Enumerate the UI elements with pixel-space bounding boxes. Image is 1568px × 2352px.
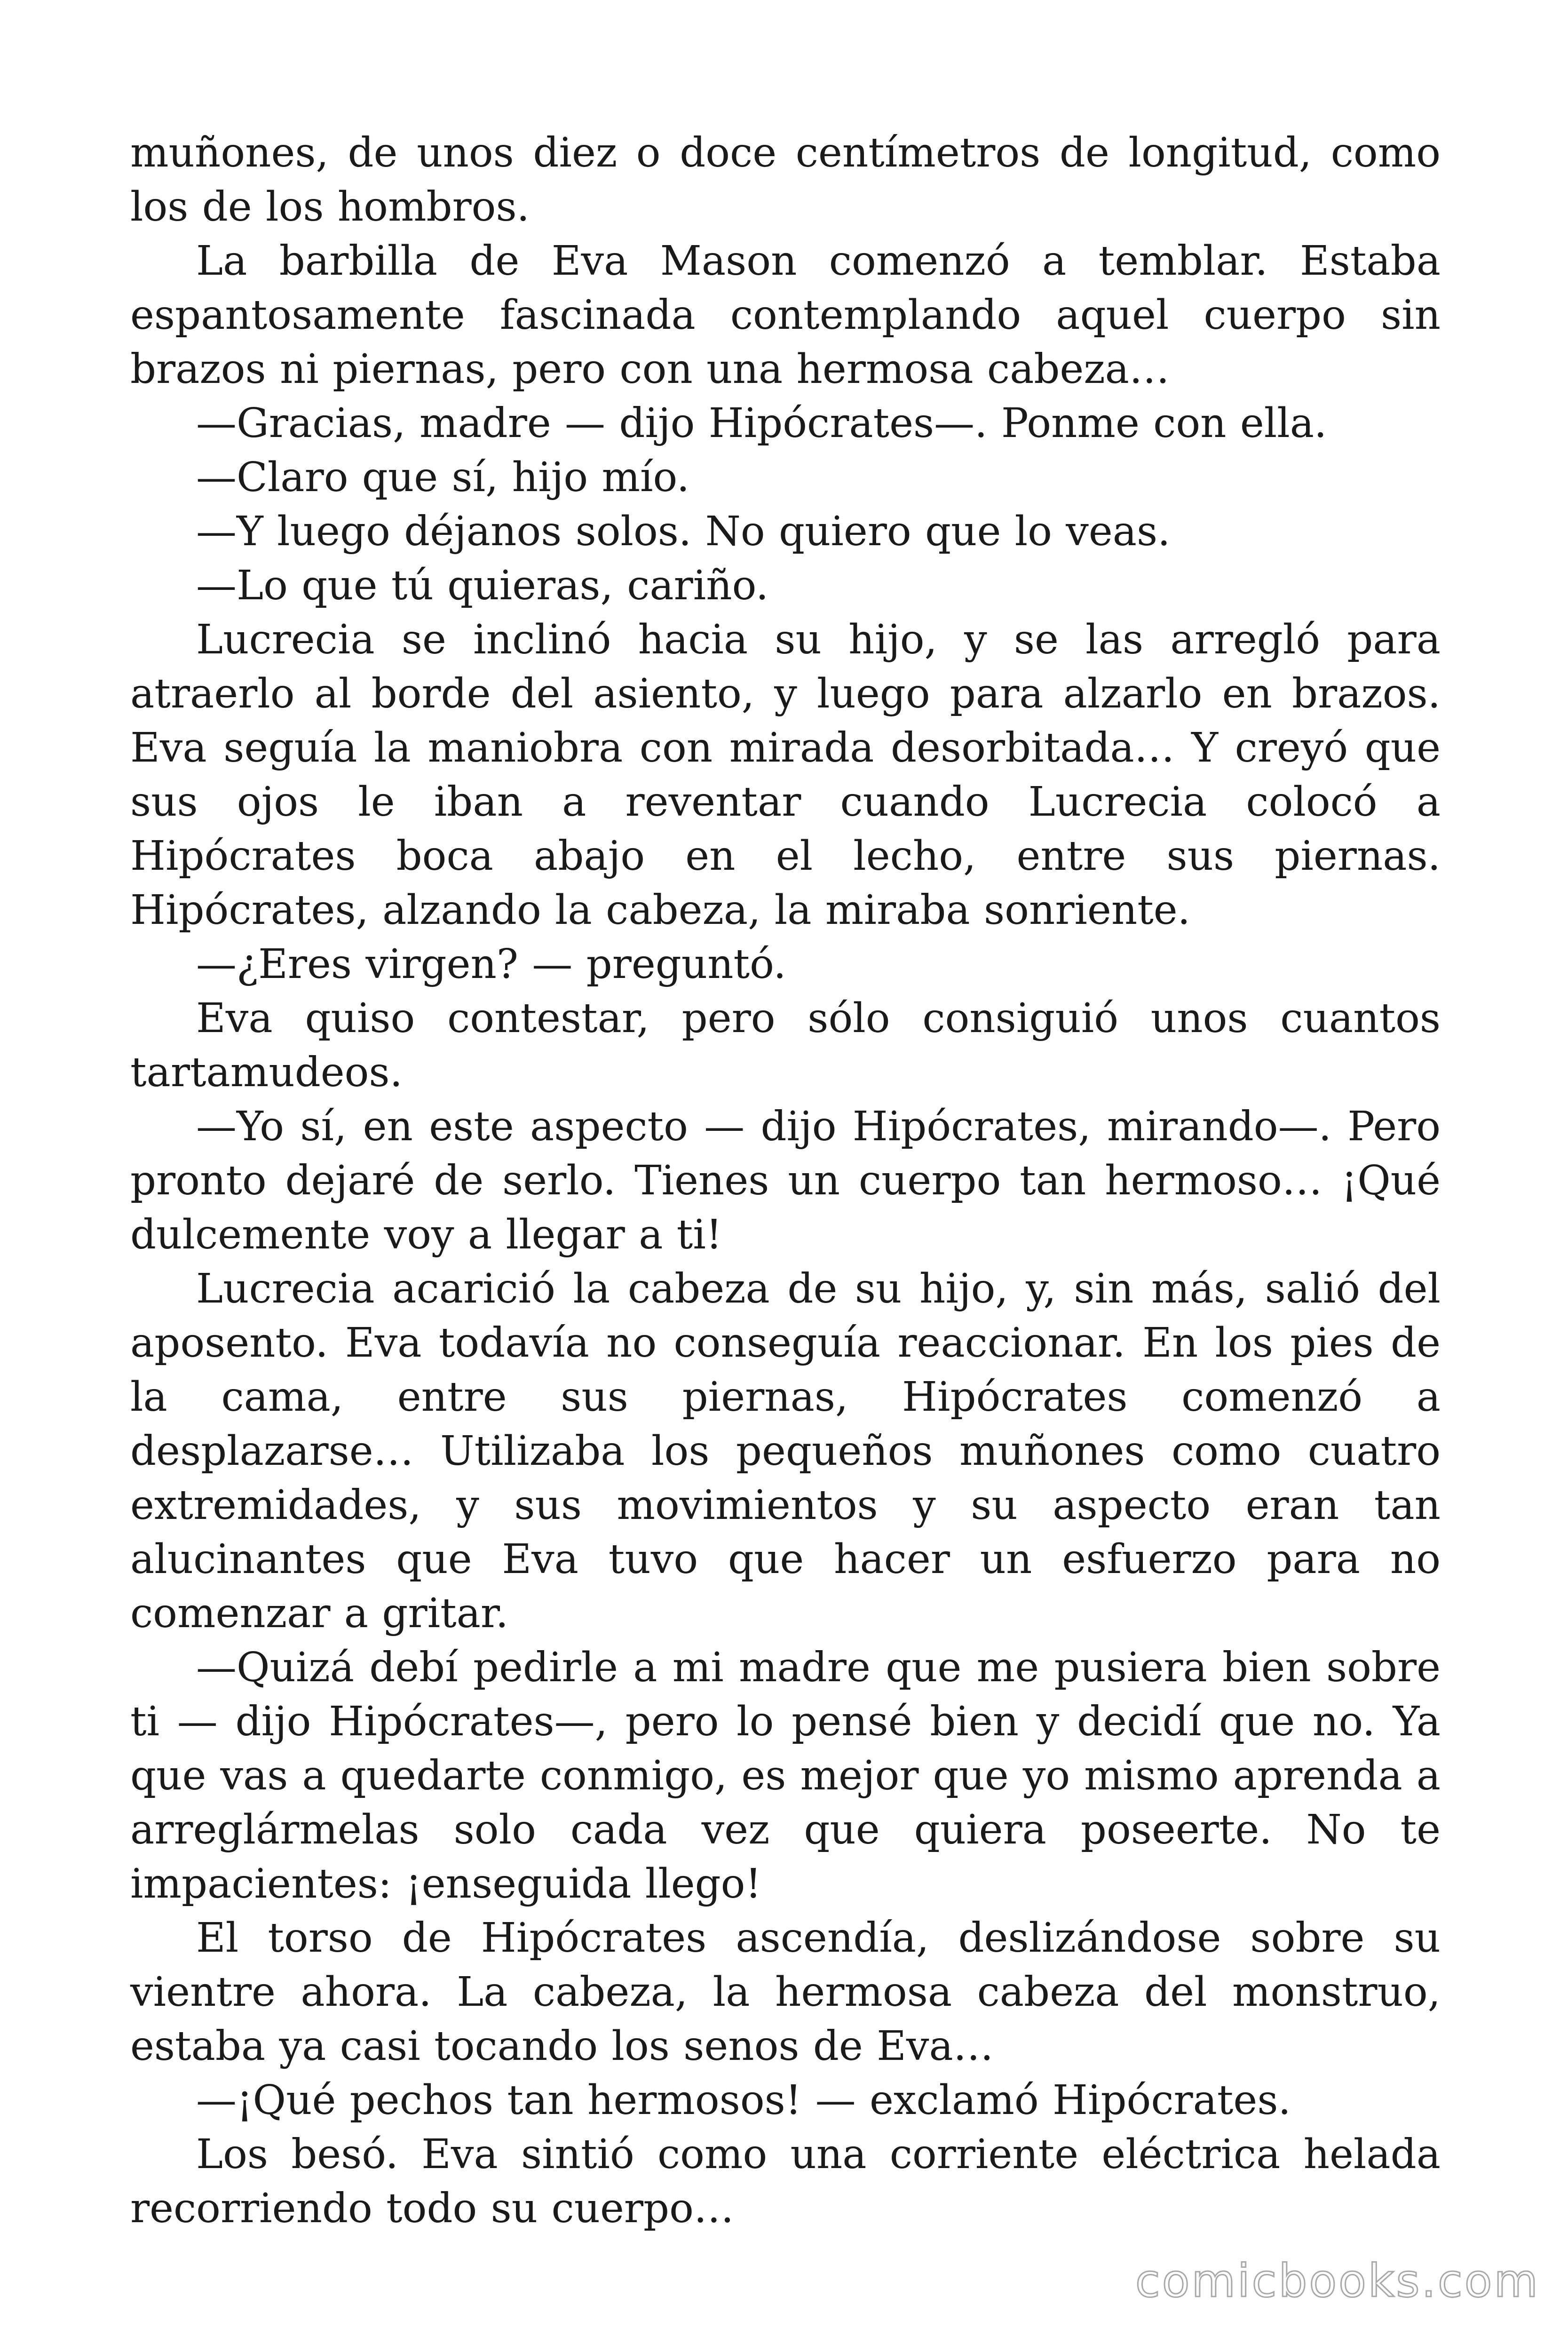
paragraph: —¿Eres virgen? — preguntó.: [196, 941, 786, 988]
paragraph: —Lo que tú quieras, cariño.: [196, 562, 769, 609]
paragraph: La barbilla de Eva Mason comenzó a temblar. Estaba espantosamente fascinada contemplando aquel cuerpo sin brazos ni piernas, pero con una hermosa cabeza…: [130, 238, 1441, 393]
paragraph: —¡Qué pechos tan hermosos! — exclamó Hipócrates.: [196, 2077, 1291, 2124]
paragraph: —Yo sí, en este aspecto — dijo Hipócrates, mirando—. Pero pronto dejaré de serlo. Tienes un cuerpo tan hermoso… ¡Qué dulcemente voy a llegar a ti!: [130, 1103, 1441, 1258]
page-text-body: [130, 126, 1441, 2236]
paragraph: —Gracias, madre — dijo Hipócrates—. Ponme con ella.: [196, 400, 1327, 447]
paragraph: Lucrecia acarició la cabeza de su hijo, y, sin más, salió del aposento. Eva todavía no conseguía reaccionar. En los pies de la cama, entre sus piernas, Hipócrates comenzó a desplazarse… Utilizaba los pequeños muñones como cuatro extremidades, y sus movimientos y su aspecto eran tan alucinantes que Eva tuvo que hacer un esfuerzo para no comenzar a gritar.: [130, 1265, 1441, 1637]
paragraph: El torso de Hipócrates ascendía, deslizándose sobre su vientre ahora. La cabeza, la hermosa cabeza del monstruo, estaba ya casi tocando los senos de Eva…: [130, 1915, 1441, 2070]
paragraph: muñones, de unos diez o doce centímetros de longitud, como los de los hombros.: [130, 129, 1441, 230]
paragraph: —Claro que sí, hijo mío.: [196, 454, 690, 501]
paragraph: Los besó. Eva sintió como una corriente eléctrica helada recorriendo todo su cuerpo…: [130, 2131, 1441, 2232]
paragraph: Lucrecia se inclinó hacia su hijo, y se las arregló para atraerlo al borde del asiento, y luego para alzarlo en brazos. Eva seguía la maniobra con mirada desorbitada… Y creyó que sus ojos le iban a reventar cuando Lucrecia colocó a Hipócrates boca abajo en el lecho, entre sus piernas. Hipócrates, alzando la cabeza, la miraba sonriente.: [130, 616, 1441, 934]
paragraph: —Y luego déjanos solos. No quiero que lo veas.: [196, 508, 1171, 555]
watermark-text: comicbooks.com: [1135, 2255, 1540, 2307]
paragraph: —Quizá debí pedirle a mi madre que me pusiera bien sobre ti — dijo Hipócrates—, pero lo pensé bien y decidí que no. Ya que vas a quedarte conmigo, es mejor que yo mismo aprenda a arreglármelas solo cada vez que quiera poseerte. No te impacientes: ¡enseguida llego!: [130, 1644, 1441, 1907]
paragraph: Eva quiso contestar, pero sólo consiguió unos cuantos tartamudeos.: [130, 995, 1441, 1096]
